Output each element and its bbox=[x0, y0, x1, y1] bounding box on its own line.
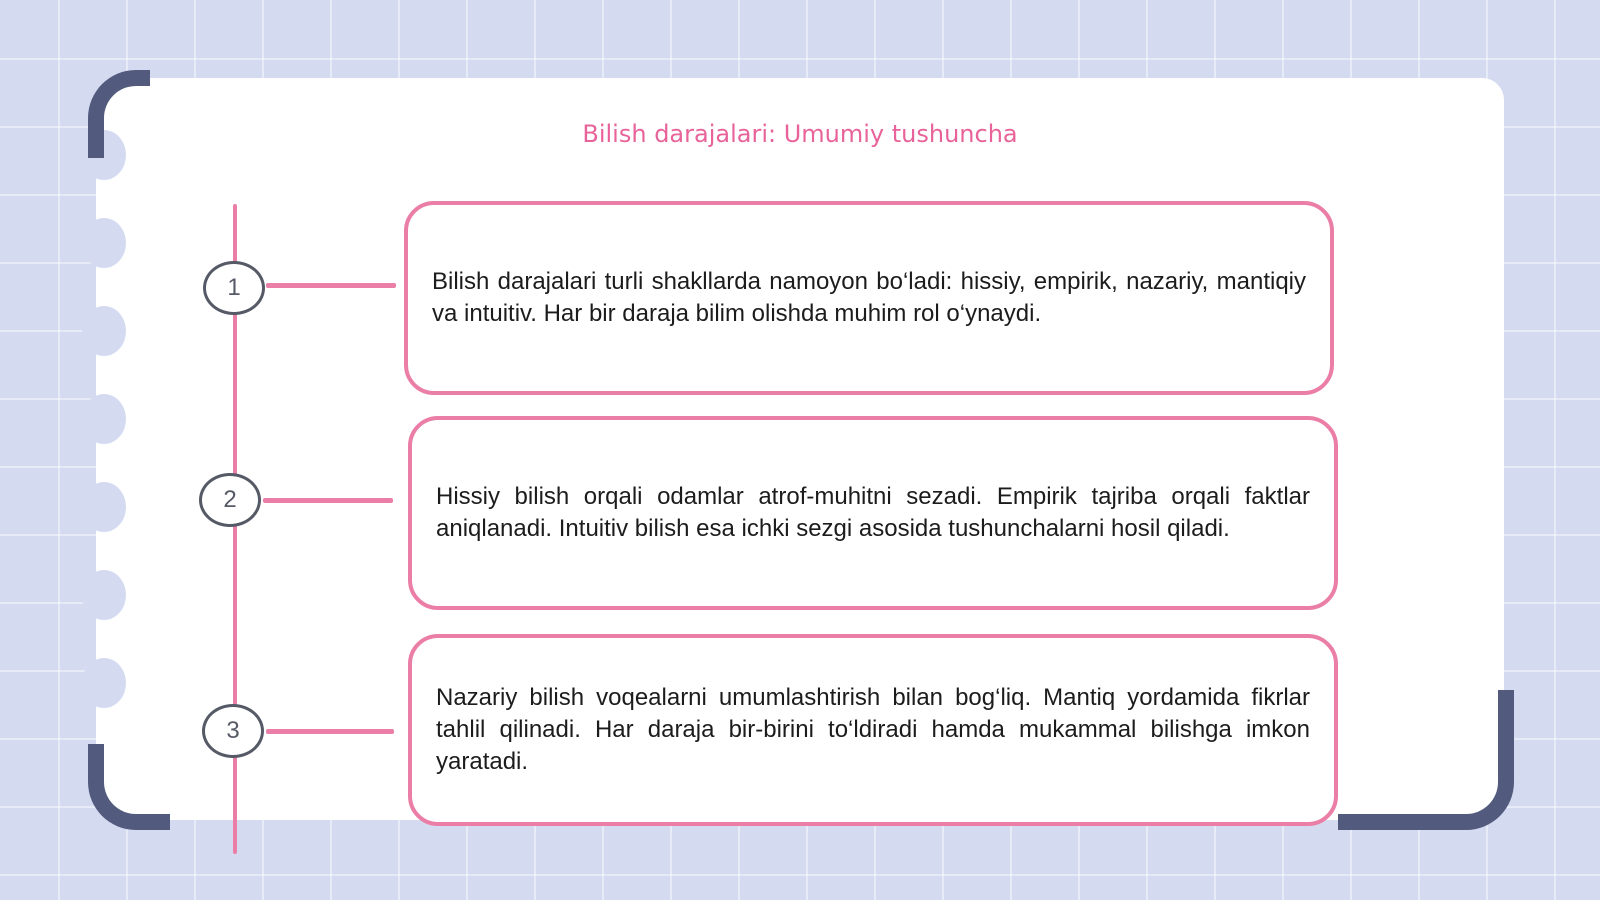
corner-bracket-top-left bbox=[88, 70, 150, 158]
step-number-badge: 1 bbox=[203, 261, 265, 315]
step-number-badge: 2 bbox=[199, 473, 261, 527]
scallop-shape bbox=[82, 394, 126, 444]
step-connector bbox=[266, 729, 394, 734]
scallop-shape bbox=[82, 482, 126, 532]
step-text: Hissiy bilish orqali odamlar atrof-muhitni sezadi. Empirik tajriba orqali faktlar aniqlanadi. Intuitiv bilish esa ichki sezgi asosida tushunchalarni hosil qiladi. bbox=[436, 483, 1310, 542]
step-text: Nazariy bilish voqealarni umumlashtirish bilan bog‘liq. Mantiq yordamida fikrlar tahlil qilinadi. Har daraja bir-birini to‘ldiradi hamda mukammal bilishga imkon yaratadi. bbox=[436, 684, 1310, 775]
step-card bbox=[408, 416, 1338, 610]
step-card bbox=[404, 201, 1334, 395]
scallop-shape bbox=[82, 570, 126, 620]
corner-bracket-bottom-right bbox=[1338, 690, 1514, 830]
step-text: Bilish darajalari turli shakllarda namoyon bo‘ladi: hissiy, empirik, nazariy, mantiqiy va intuitiv. Har bir daraja bilim olishda muhim rol o‘ynaydi. bbox=[432, 268, 1306, 327]
step-connector bbox=[266, 283, 396, 288]
scallop-shape bbox=[82, 658, 126, 708]
corner-bracket-bottom-left bbox=[88, 744, 170, 830]
step-number-badge: 3 bbox=[202, 704, 264, 758]
scallop-shape bbox=[82, 306, 126, 356]
scallop-shape bbox=[82, 218, 126, 268]
torn-edge-decoration bbox=[82, 130, 126, 750]
step-card bbox=[408, 634, 1338, 826]
step-connector bbox=[263, 498, 393, 503]
slide-title: Bilish darajalari: Umumiy tushuncha bbox=[582, 120, 1018, 148]
